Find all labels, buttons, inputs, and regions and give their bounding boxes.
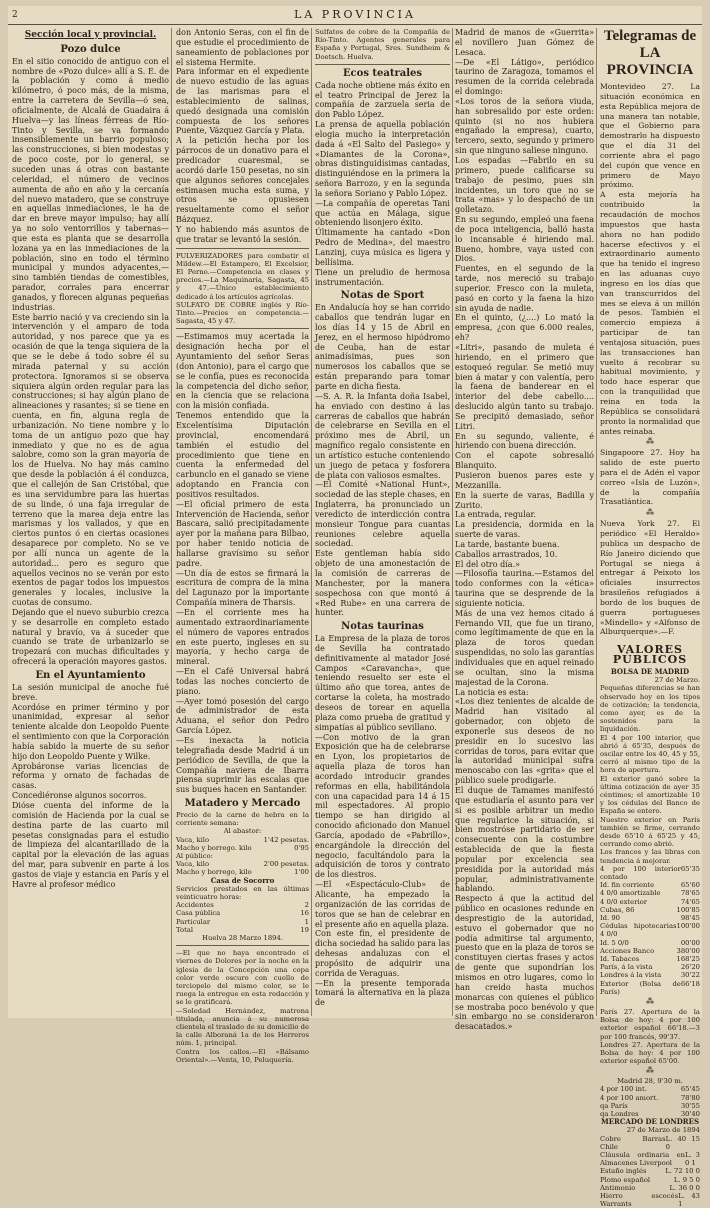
article-paragraph: Para informar en el expediente de nuevo estudio de las aguas de las marismas para el establecimiento de salinas, quedó designada una comisión compuesta de los señores Puente, Vázquez García y Plata.	[176, 67, 309, 136]
table-row	[176, 901, 309, 909]
article-paragraph: La entrada, regular.	[455, 510, 536, 520]
article-paragraph: —La compañía de operetas Tani que actúa en Málaga, sigue obteniendo lisonjero éxito.	[315, 198, 450, 228]
article-paragraph: Pusieron buenos pares este y Mezzanilla.	[455, 470, 594, 490]
article-paragraph: La noticia es esta:	[455, 687, 529, 697]
table-row	[600, 1192, 700, 1208]
advertisement: SULFATO DE COBRE inglés y Río-Tinto.—Precios en competencia.—Sagasta, 45 y 47.	[176, 300, 309, 326]
row-label: Id. 5 0/0	[600, 938, 629, 947]
bolsa-title: BOLSA DE MADRID	[610, 666, 690, 676]
row-value: L. 43 1	[678, 1192, 700, 1208]
article-paragraph: Acordóse en primer término y por unanimidad, expresar al señor teniente alcalde don Leopoldo Puente el sentimiento con que la Corporación había sabido la muerte de su señor hijo don Leopoldo Puente y Wilke.	[12, 702, 169, 761]
row-value: 19	[300, 925, 309, 934]
row-value: 78'65	[680, 889, 700, 898]
row-value: 1	[304, 917, 309, 926]
row-label: qa París	[600, 1101, 628, 1110]
article-heading: Matadero y Mercado	[184, 798, 301, 810]
row-label: Antimonio	[600, 1183, 636, 1192]
row-value: 66'18	[680, 979, 700, 988]
table-row	[600, 947, 700, 955]
market-note: Londres 27. Apertura de la Bolsa de hoy: 4 por 100 exterior español 65'00.	[600, 1040, 700, 1066]
article-paragraph: —Filosofía taurina.—Estamos del todo conformes con la «ética» taurina que se desprende de la siguiente noticia.	[455, 569, 594, 608]
row-value: 380'00	[676, 946, 700, 955]
market-intro: Precio de la carne de hebra en la corriente semana:	[176, 810, 309, 828]
article-paragraph: A la petición hecha por los párrocos de un donativo para el predicador cuaresmal, se acordó darle 150 pesetas, no sin que algunos señores concejales estimasen mucha esta suma, y otros se opusiesen resueltamente como el señor Bázquez.	[176, 136, 309, 225]
row-value: 30'40	[680, 1109, 700, 1118]
market-price-list	[176, 836, 309, 877]
table-row	[600, 922, 700, 938]
madrid-title: Madrid 28, 9'30 m.	[617, 1077, 683, 1086]
row-value: 1'42 pesetas.	[263, 835, 309, 844]
telegrams-title: Telegramas de LA PROVINCIA	[603, 28, 697, 78]
table-row	[600, 914, 700, 922]
article-paragraph: Aprobáronse varias licencias de reforma y ornato de fachadas de casas.	[12, 761, 169, 791]
article-paragraph: —Con motivo de la gran Exposición que ha de celebrarse en Lyon, los propietarios de aquella plaza de toros han acordado introducir grandes reformas en ella, habilitándola con una capacidad para 14 á 15 mil espectadores. Al propio tiempo se han dirigido al conocido aficionado don Manuel García, apodado de «Pabrillo», encargándole la dirección del negocio, facultándolo para la adquisición de toros y contrato de los diestros.	[315, 732, 450, 880]
separator-icon: ⁂	[646, 508, 654, 518]
row-label: 4 0/0 exterior	[600, 897, 647, 906]
separator-icon: ⁂	[646, 1066, 654, 1076]
table-row	[600, 881, 700, 889]
table-row	[600, 889, 700, 897]
bolsa-date: 27 de Marzo.	[654, 676, 700, 685]
row-value: 78'80	[680, 1093, 700, 1102]
socorro-intro: Servicios prestados en las últimas veinticuatro horas:	[176, 884, 309, 901]
divider	[176, 328, 309, 329]
article-paragraph: —Es inexacta la noticia telegrafiada desde Madrid á un periódico de Sevilla, de que la Compañía naviera de Ibarra piensa suprimir las escalas que sus buques hacen en Santander.	[176, 735, 309, 795]
article-paragraph: La sesión municipal de anoche fué breve.	[12, 682, 169, 702]
table-row	[176, 852, 309, 860]
quote-table	[600, 865, 700, 996]
row-label: Vaca, kilo	[176, 860, 210, 869]
telegram: Montevideo 27. La situación económica en esta República mejora de una manera tan notable, que el Gobierno para demostrarlo ha dispuesto que el día 31 del corriente abra el pago del cupón que vence en primero de Mayo próximo.	[600, 82, 700, 190]
quote-table	[600, 1085, 700, 1118]
market-note: El 4 por 100 interior, que abrió á 65'35, después de oscilar entre los 40, 45 y 55, cerró al mismo tipo de la hora de apertura.	[600, 733, 700, 775]
row-label: Macho y borrego, kilo	[176, 868, 252, 877]
notice: —El que no haya encontrado el viernes de Dolores por la noche en la iglesia de la Concepción una copa color verde oscuro con cuello de terciopelo del mismo color, se le ruega la entregue en esta redacción y se le gratificará.	[176, 949, 309, 1007]
article-paragraph: Y no habiendo más asuntos de que tratar se levantó la sesión.	[176, 224, 309, 244]
row-label: Cédulas hipotecarias 4 0/0	[600, 922, 677, 939]
row-value: 2'00 pesetas.	[263, 860, 309, 869]
separator-icon: ⁂	[646, 437, 654, 447]
article-paragraph: Últimamente ha cantado «Don Pedro de Medina», del maestro Lanzinj, cuya música es ligera y bellísima.	[315, 228, 450, 267]
table-row	[176, 860, 309, 868]
row-value: 65'60	[680, 881, 700, 890]
table-row	[600, 939, 700, 947]
row-value: 0'95	[294, 843, 309, 852]
notice: Contra los callos.—El «Bálsamo Oriental».—Venta, 10, Peluquería.	[176, 1047, 309, 1064]
divider	[176, 945, 309, 946]
article-paragraph: —En la presente temporada tomará la alternativa en la plaza de	[315, 978, 450, 1008]
row-value: 100'00	[676, 922, 700, 931]
article-paragraph: —En el Café Universal habrá todas las noches concierto de piano.	[176, 667, 309, 696]
article-paragraph: don Antonio Seras, con el fin de que estudie el procedimiento de saneamiento de poblaciones por el sistema Hermite.	[176, 28, 309, 67]
row-label: Al público:	[176, 851, 213, 860]
article-paragraph: —S. A. R. la Infanta doña Isabel, ha enviado con destino á las carreras de caballos que habrán de celebrarse en Sevilla en el próximo mes de Abril, un magnífico regalo consistente en un artístico estuche conteniendo un juego de petaca y fosforera de plata con valiosos esmaltes.	[315, 391, 450, 480]
column-3	[315, 28, 450, 1016]
article-paragraph: Dióse cuenta del informe de la comisión de Hacienda por la cual se destina parte de las cuarto mil pesetas consignadas para el estudio de limpieza del alcantarillado de la capital por la elevación de las aguas del mar, para subvenir en parte á los gastos de viaje y estancia en París y el Havre al profesor médico	[12, 800, 169, 889]
telegram: Nueva York 27. El periódico «El Heraldo» publica un despacho de Río Janeiro diciendo que Portugal se niega á entregar á Peixoto los oficiales insurrectos brasileños refugiados á bordo de los buques de guerra portugueses «Mindello» y «Alfonso de Alburquerque».—F.	[600, 519, 700, 637]
row-value: 2	[304, 901, 309, 910]
divider	[176, 248, 309, 249]
article-paragraph: La Empresa de la plaza de toros de Sevilla ha contratado definitivamente al matador José Campos «Caravancha», que teniendo resuelto ser este el último año que torea, antes de cortarse la coleta, ha mostrado deseos de torear en aquella plaza como prueba de gratitud y simpatías al público sevillano.	[315, 634, 450, 732]
telegram: Singapoore 27. Hoy ha salido de este puerto para el de Adén el vapor correo «Isla de Luzón», de la compañía Trasatlántica.	[600, 448, 700, 507]
article-paragraph: Los espadas —Fabrilo en su primero, puede calificarse su trabajo de pesimo, pues sin incidentes, un toro que no se trata «mas» y lo despachó de un golletazo.	[455, 155, 594, 215]
table-row	[600, 898, 700, 906]
article-heading: En el Ayuntamiento	[35, 670, 146, 681]
row-label: Id. Tabacos	[600, 955, 640, 964]
market-note: Los francos y las libras con tendencia á mejorar.	[600, 848, 700, 865]
row-value: 30'22	[680, 971, 700, 980]
row-label: Cubas, 86	[600, 905, 635, 914]
row-value: L. 72 10 0	[665, 1167, 700, 1176]
column-2	[176, 28, 309, 1064]
article-paragraph: «Los diez tenientes de alcalde de Madrid han visitado al gobernador, con objeto de exponerle sus deseos de no presidir en lo sucesivo las corridas de toros, para evitar que la autoridad municipal sufra menoscabo con las «grita» que el público suele prodigarle.	[455, 697, 594, 786]
row-value: L. 36 0 0	[669, 1183, 700, 1192]
article-paragraph: Tenemos entendido que la Excelentísima Diputación provincial, encomendará también el estudio del procedimiento que tiene en cuenta la enfermedad del carbunclo en el ganado se viene adoptando en Francia con positivos resultados.	[176, 411, 309, 499]
market-note: Nuestro exterior en París también se firme, cerrando desde 65'10 á 65'25 y 45, cerrando como abrió.	[600, 815, 700, 849]
column-5	[600, 28, 700, 1208]
market-note: El exterior ganó sobre la última cotización de ayer 35 céntimos; el amortizable 10 y los cédulas del Banco de España se entero.	[600, 774, 700, 816]
advertisement: Sulfatos de cobre de la Compañía de Río-Tinto. Agentes generales para España y Portugal, Sres. Sundheim & Doetsch. Huelva.	[315, 28, 450, 61]
row-value: 26'20	[680, 963, 700, 972]
article-paragraph: Madrid de manos de «Guerrita» el novillero Juan Gómez de Lesaca.	[455, 28, 594, 57]
row-value: 16	[300, 909, 309, 918]
row-label: 4 por 100 int.	[600, 1085, 647, 1094]
row-label: Id. 90	[600, 914, 621, 923]
article-paragraph: —El Comité «National Hunt», sociedad de las steple chases, en Inglaterra, ha pronunciado un veredicto de interdicción contra monsieur Tongue para cuantas reuniones celebre aquella sociedad.	[315, 480, 450, 549]
notice: —Soledad Hernández, matrona titulada, anuncia á su numerosa clientela el traslado de su domicilio de la calle Alboraná 1a de los Herreros núm. 1, principal.	[176, 1006, 309, 1048]
row-label: París, á la vista	[600, 963, 653, 972]
table-row	[600, 865, 700, 881]
article-heading: Notas de Sport	[340, 290, 425, 302]
row-label: Hierro escocés Warrants	[600, 1192, 679, 1208]
row-label: Cláusula ordinaria en Almacenes Liverpool	[600, 1151, 686, 1168]
london-market-date: 27 de Marzo de 1894	[626, 1126, 700, 1135]
row-value: 74'65	[680, 897, 700, 906]
row-value: 65'45	[680, 1085, 700, 1094]
advertisement: PULVERIZADORES para combatir el Mildew.—El Estampero, El Excelsior, El Perno.—Competencia en clases y precios.—La Maquinaria, Sagasta, 45 y 47.—Único establecimiento dedicado á los artículos agrícolas.	[176, 251, 309, 301]
article-paragraph: La tarde, bastante buena.	[455, 539, 560, 549]
row-value: 168'25	[676, 955, 700, 964]
row-label: Particular	[176, 917, 211, 926]
valores-title: VALORES PÚBLICOS	[612, 643, 688, 667]
row-label: 4 0/0 amortizable	[600, 889, 661, 898]
article-paragraph: —El oficial primero de esta Intervención de Hacienda, señor Bascara, salió precipitadamente ayer por la mañana para Bilbao, por haber tenido noticia de hallarse gravísimo su señor padre.	[176, 499, 309, 568]
table-row	[176, 844, 309, 852]
divider	[315, 64, 450, 65]
row-label: Total	[176, 925, 194, 934]
masthead	[8, 6, 702, 25]
row-value: 00'00	[680, 938, 700, 947]
row-label: Vaca, kilo	[176, 835, 210, 844]
article-paragraph: «Los toros de la señora viuda, han sobresalido por este orden: quinto (si no nos hubiera engañado la empresa), cuarto, tercero, sexto, segundo y primero sin que ninguno saliese ninguno.	[455, 96, 594, 156]
article-paragraph: Cada noche obtiene más éxito en el teatro Principal de Jerez la compañía de zarzuela seria de don Pablo López.	[315, 80, 450, 120]
row-label: 4 por 100 amort.	[600, 1093, 659, 1102]
socorro-title: Casa de Socorro	[210, 875, 275, 885]
row-label: Macho y borrego. kilo	[176, 843, 252, 852]
newspaper-page	[8, 6, 702, 1208]
table-row	[600, 971, 700, 979]
row-value: L. 3 0 1	[685, 1151, 700, 1168]
article-paragraph: Respecto á que la actitud del público en ocasiones redunde en desprestigio de la autoridad, estuvo el gobernador que no podía admitirse tal argumento, puesto que en la plaza de toros se constituyen ciertas frases y actos de gente que supondrían los mismos en otro lugares, como lo han creido hasta muchos monarcas con quienes el público se mostraba poco benévolo y que sin embargo no se consideraron desacatados.»	[455, 894, 594, 1032]
row-value: 1'00	[294, 868, 309, 877]
market-note: París 27. Apertura de la Bolsa de hoy: 4 por 100 exterior español 66'18.—3 por 100 francés, 99'37.	[600, 1007, 700, 1041]
dateline: Huelva 28 Marzo 1894.	[202, 933, 283, 942]
article-paragraph: Concediéronse algunos socorros.	[12, 791, 147, 801]
article-paragraph: —El «Espectáculo-Club» de Alicante, ha empezado la organización de las corridas de toros que se han de celebrar en el presente año en aquella plaza.	[315, 880, 450, 929]
row-label: 4 por 100 interior contado	[600, 864, 681, 882]
article-paragraph: En la suerte de varas, Badilla y Zurito.	[455, 490, 594, 510]
row-label: Accidentes	[176, 901, 214, 910]
row-label: Casa pública	[176, 909, 221, 918]
article-paragraph: En su segundo, valiente, é hiriendo con buena dirección.	[455, 431, 594, 451]
article-heading: Pozo dulce	[60, 43, 121, 55]
row-value: 98'45	[680, 914, 700, 923]
table-row	[176, 918, 309, 926]
article-paragraph: —Un día de estos se firmará la escritura de compra de la mina del Lagunazo por la importante Compañía minera de Tharsis.	[176, 568, 309, 608]
article-paragraph: Este gentleman había sido objeto de una amonestación de la comisión de carreras de Manchester, por la manera sospechosa con que montó á «Red Rube» en una carrera de hunter.	[315, 549, 450, 618]
article-paragraph: Con este fin, el presidente de dicha sociedad ha salido para las dehesas andaluzas con el propósito de adquirir una corrida de Veraguas.	[315, 929, 450, 978]
article-paragraph: Caballos arrastrados, 10.	[455, 549, 558, 559]
article-paragraph: En Andalucía hoy se han corrido caballos que tendrán lugar en los días 14 y 15 de Abril en Jerez, en el hermoso hipódromo de Ceuba, han de estar animadísimas, pues son numerosos los caballos que se están preparando para tomar parte en dicha fiesta.	[315, 303, 450, 391]
separator-icon: ⁂	[646, 997, 654, 1007]
column-1	[12, 28, 169, 1016]
column-4	[455, 28, 594, 1032]
table-row	[600, 1151, 700, 1167]
table-row	[600, 1102, 700, 1110]
market-note: Pequeñas diferencias se han observado hoy en los tipos de cotización; la tendencia, como ayer, es de la sostenidos para la liquidación.	[600, 684, 700, 734]
london-market-title: MERCADO DE LONDRES	[600, 1117, 700, 1127]
row-label: Estaño inglés	[600, 1167, 647, 1176]
article-paragraph: Fuentes, en el segundo de la tarde, nos mereció su trabajo superior. Fresco con la muleta, pasó en corto y la faena la hizo sin ayuda de nadie.	[455, 264, 594, 313]
article-paragraph: —En el corriente mes ha aumentado extraordinariamente el número de vapores entrados en este puerto, ingleses en su mayoría, y hecho carga de mineral.	[176, 608, 309, 667]
socorro-list	[176, 901, 309, 934]
row-value: L. 40 15 0	[665, 1134, 700, 1151]
row-value: 65'35	[680, 864, 700, 873]
table-row	[600, 906, 700, 914]
telegram: A esta mejoría ha contribuido la recaudación de mochos impuestos que hasta ahora no han podido hacerse efectivos y el extraordinario aumento que ha tenido el ingreso en las aduanas cuyo ingreso en los días que van transcurridos del mes se eleva á un millón de pesos. También el comercio empieza á participar de tan ventajosa situación, pues las transacciones han vuelto á recobrar su habitual movimiento, y todo hace esperar que con la tranquilidad que reina en toda la República se consolidará pronto la normalidad que antes reinaba.	[600, 190, 700, 436]
row-label: qa Londres	[600, 1109, 639, 1118]
row-label: Cobre Barras Chile	[600, 1134, 666, 1151]
row-value: 30'55	[680, 1101, 700, 1110]
table-row	[176, 909, 309, 917]
row-value: 100'85	[676, 905, 700, 914]
row-label: Id. fin corriente	[600, 881, 655, 890]
table-row	[600, 1085, 700, 1093]
market-subhead: Al abastor:	[223, 827, 262, 836]
row-value: L. 9 5 0	[673, 1175, 700, 1184]
table-row	[600, 980, 700, 996]
article-paragraph: La presidencia, dormida en la suerte de varas.	[455, 520, 594, 540]
table-row	[600, 1167, 700, 1175]
table-row	[600, 1184, 700, 1192]
article-paragraph: La prensa de aquella población elogia mucho la interpretación dada á «El Salto del Pasiego» y «Diamantes de la Corona», obras distinguidísimas cantadas, distinguiéndose en la primera la señora Barrozo, y en la segunda la señora Soriano y Pablo López.	[315, 120, 450, 198]
article-paragraph: En el quinto, (¿....) Lo mató la empresa, ¿con que 6.000 reales, eh?	[455, 313, 594, 343]
table-row	[176, 926, 309, 934]
masthead-title: LA PROVINCIA	[294, 8, 416, 21]
table-row	[600, 1176, 700, 1184]
section-title: Sección local y provincial.	[24, 30, 157, 40]
article-paragraph: —Ayer tomó posesión del cargo de administrador de esta Aduana, el señor don Pedro García López.	[176, 696, 309, 736]
article-heading: Ecos teatrales	[342, 67, 423, 79]
article-paragraph: «Litri», pasando de muleta é hiriendo, en el primero que estoqueó regular. Se metió muy bien á matar y con valentía, pero la faena de banderear en el interior del debe cabello.... deslucido algún tanto su trabajo. Se precipitó demasiado, señor Litri.	[455, 343, 594, 431]
row-label: Londres á la vista	[600, 971, 662, 980]
article-paragraph: Dejando que el nuevo suburbio crezca y se desarrolle en completo estado natural y bravío, va á suceder que cuando se trate de urbanizarlo se tropezará con muchas dificultades y ofrecerá la operación mayores gastos.	[12, 607, 169, 667]
row-label: Plomo español	[600, 1175, 651, 1184]
quote-table	[600, 1135, 700, 1208]
article-paragraph: En el sitio conocido de antiguo con el nombre de «Pozo dulce» allí a S. E. de la población y como á medio kilómetro, ó poco más, de la misma, entre la carretera de Sevilla—ó sea, oficialmente, de Alcalá de Guadaira á Huelva—y las líneas férreas de Río-Tinto y Sevilla, se va formando insensiblemente un barrio populoso; las construcciones, si bien modestas y de poco coste, por lo general, se suceden unas á otras con bastante celeridad, el número de vecinos aumenta de año en año y la cercanía del nuevo matadero, que se construye en aquellas inmediaciones, le ha de dar en breve mayor impulso; hay allí ya no solo ventorrillos y tabernas—que esta es planta que se desarrolla lozana ya en las inmediaciones de la población, sino en todo el término municipal y mundos adyacentes,— sino también tiendas de comestibles, parador, corrales para encerrar ganados, y florecen algunas pequeñas industrias.	[12, 56, 169, 312]
article-paragraph: Este barrio nació y va creciendo sin la intervención y el amparo de toda autoridad, y nos parece que ya es ocasión de que la tenga siquiera de la que se le debe á todo sobre él su mirada paternal y su acción protectora. Ignoramos si se observa siquiera algún orden regular para las construcciones; si hay algún plano de alineaciones y rasantes; si se tiene en cuenta, en fin, alguna regla de urbanización. No tiene nombre y lo toma de un antiguo pozo que hay inmediato y que no es de agua salobre, como son la gran mayoría de los de Huelva. No hay más camino que desde la población á él conduzca, que el callejón de San Cristóbal, que es una servidumbre para las huertas de su linde, ó una faja irregular de terreno que la marea deja entre las marismas y los vallados, y que en ciertos puntos ó en ciertas ocasiones desaparece por completo. No se ve por allí nunca un agente de la autoridad... pero es seguro que aquellos vecinos no se verán por esto exentos de pagar todos los impuestos generales y locales, inclusive la cuotas de consumo.	[12, 312, 169, 608]
article-paragraph: Más de una vez hemos citado á Fernando VII, que fue un tirano, como legítimamente de que en la plaza de toros quedan suspendidas, no solo las garantías individuales que en aquel reinado se ocultan, sino la misma majestad de la Corona.	[455, 608, 594, 687]
page-number: 2	[12, 10, 21, 20]
article-paragraph: En su segundo, empleó una faena de poca inteligencia, balló hasta lo incansable é hiriendo mal. Bueno, hombre, vaya usted con Dios.	[455, 215, 594, 264]
table-row	[600, 955, 700, 963]
article-heading: Notas taurinas	[341, 621, 424, 633]
article-paragraph: El duque de Tamames manifestó que estudiaría el asunto para ver si es posible arbitrar un medio que regularice la situación, si bien mostróse partidario de ser consecuente con la costumbre establecida de que la fiesta popular por excelencia sea presidida por la autoridad más popular, administrativamente hablando.	[455, 785, 594, 894]
table-row	[600, 1135, 700, 1151]
table-row	[600, 1094, 700, 1102]
article-paragraph: —De «El Látigo», periódico taurino de Zaragoza, tomamos el resumen de la corrida celebrada el domingo:	[455, 57, 594, 97]
table-row	[176, 836, 309, 844]
row-label: Exterior (Bolsa de París)	[600, 979, 681, 996]
article-paragraph: —Estimamos muy acertada la designación hecha por el Ayuntamiento del señor Seras (don Antonio), para el cargo que se le confía, pues es reconocida la competencia del dicho señor, en la ciencia que se relaciona con la misión confiada.	[176, 332, 309, 411]
article-paragraph: Con el capote sobresalió Blanquito.	[455, 451, 594, 471]
table-row	[600, 963, 700, 971]
article-paragraph: Tiene un preludio de hermosa instrumentación.	[315, 267, 450, 287]
row-label: Acciones Banco	[600, 946, 655, 955]
article-paragraph: El del otro día.»	[455, 559, 520, 569]
